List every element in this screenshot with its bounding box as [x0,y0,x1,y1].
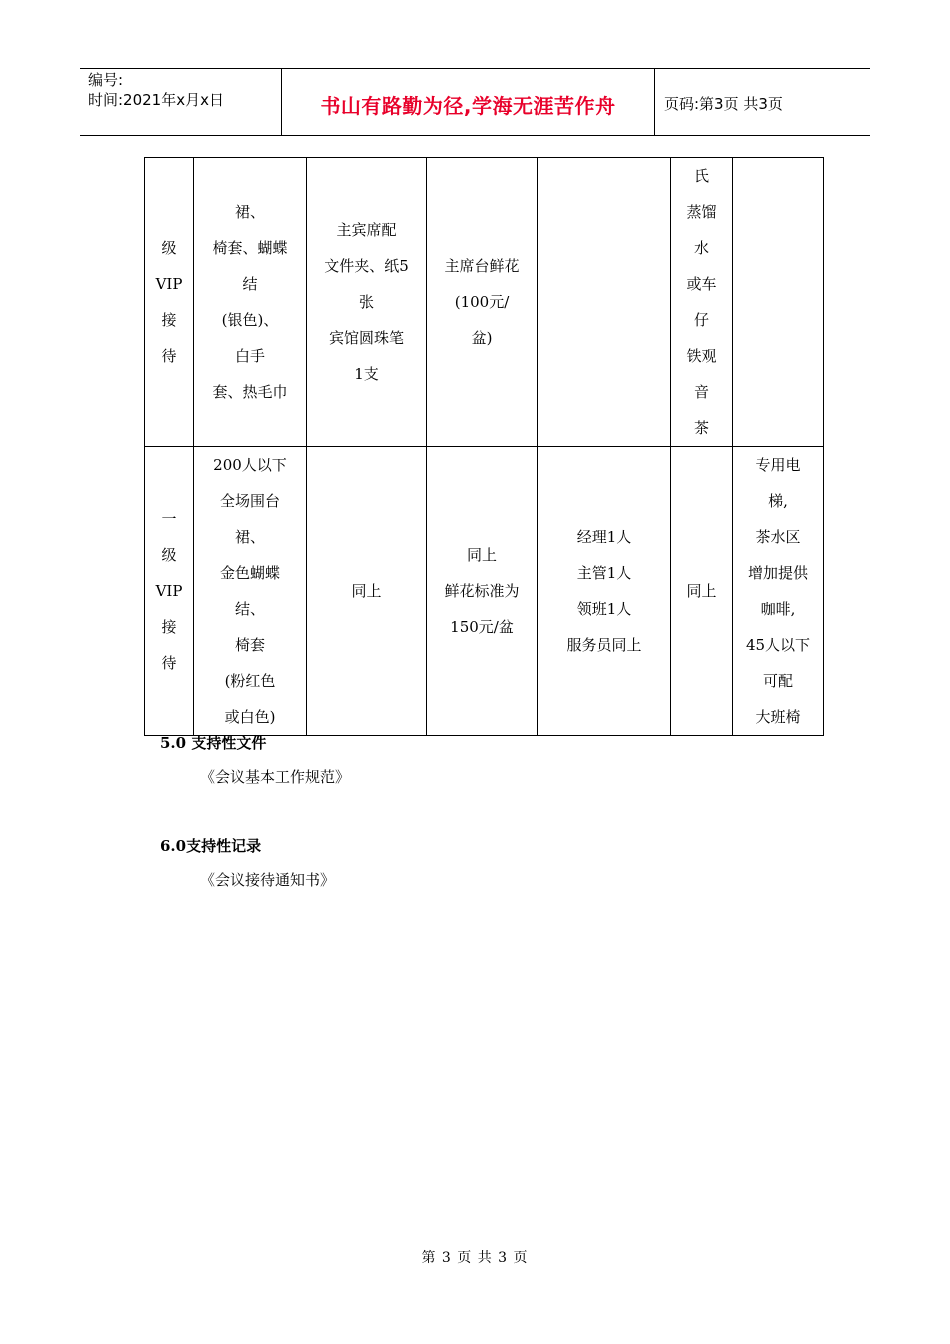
flowers-cell: 主席台鲜花 (100元/ 盆) [427,158,538,447]
flowers-cell: 同上 鲜花标准为 150元/盆 [427,447,538,736]
decor-cell: 200人以下 全场围台 裙、 金色蝴蝶 结、 椅套 (粉红色 或白色) [194,447,307,736]
header-divider-right [654,68,655,136]
tea-cell: 氏 蒸馏 水 或车 仔 铁观 音 茶 [671,158,733,447]
header-bottom-rule [80,135,870,136]
page-indicator: 页码:第3页 共3页 [664,95,783,113]
other-cell [733,158,824,447]
page-footer: 第 3 页 共 3 页 [421,1250,529,1266]
table-row [145,447,824,736]
document-number: 编号: [88,71,124,89]
header-motto: 书山有路勤为径,学海无涯苦作舟 [320,94,616,118]
header-top-rule [80,68,870,69]
table-row [145,158,824,447]
level-cell: 级 VIP 接 待 [145,158,194,447]
tea-cell: 同上 [671,447,733,736]
reception-standards-table [144,157,824,736]
section-heading-supporting-documents: 5.0 支持性文件 [160,734,267,752]
reference-reception-notice: 《会议接待通知书》 [200,871,336,889]
other-cell: 专用电 梯, 茶水区 增加提供 咖啡, 45人以下 可配 大班椅 [733,447,824,736]
level-cell: 一 级 VIP 接 待 [145,447,194,736]
decor-cell: 裙、 椅套、蝴蝶 结 (银色)、 白手 套、热毛巾 [194,158,307,447]
reference-meeting-work-standard: 《会议基本工作规范》 [200,768,351,786]
staff-cell [538,158,671,447]
header-info [88,70,224,110]
document-date: 时间:2021年x月x日 [88,91,224,109]
stationery-cell: 主宾席配 文件夹、纸5 张 宾馆圆珠笔 1支 [307,158,427,447]
staff-cell: 经理1人 主管1人 领班1人 服务员同上 [538,447,671,736]
stationery-cell: 同上 [307,447,427,736]
section-heading-supporting-records: 6.0支持性记录 [160,837,262,855]
